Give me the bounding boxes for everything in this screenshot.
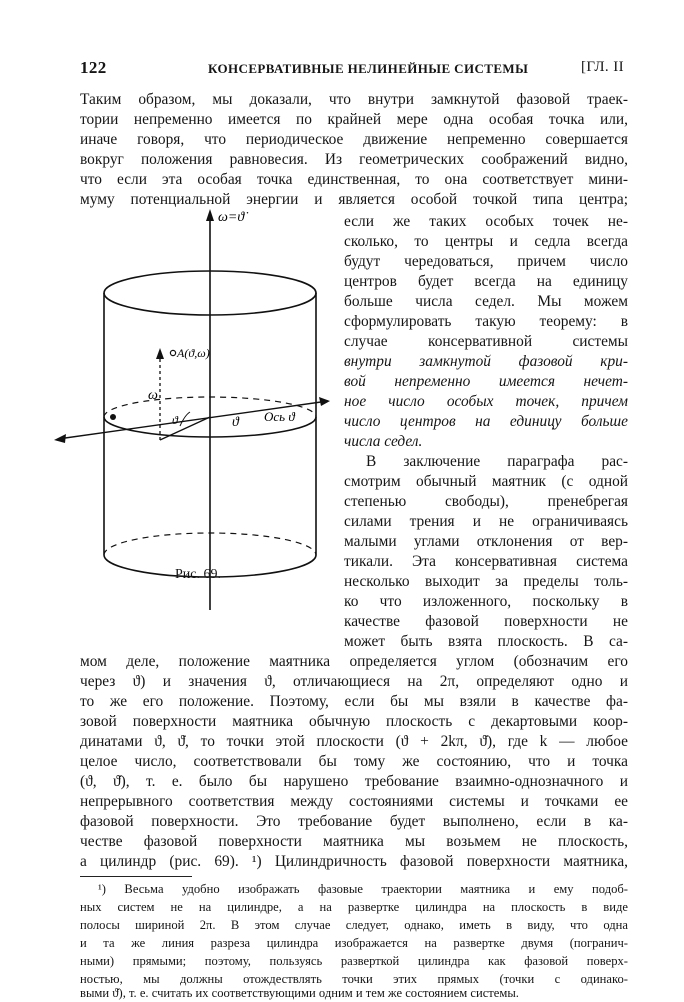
running-header	[80, 58, 628, 82]
axis-arrow-icon	[206, 209, 214, 221]
omega-label: ω	[148, 388, 158, 403]
text-line: фазовой поверхности. Это требование будет выполнено, если в ка-	[80, 813, 628, 830]
text-line: через ϑ) и значения ϑ, отличающиеся на 2π, определяют одно и	[80, 673, 628, 690]
text-line: несколько выходит за пределы толь-	[344, 573, 628, 590]
text-line: зовой поверхности маятника обычную плоскость с декартовыми коор-	[80, 713, 628, 730]
text-line: а цилиндр (рис. 69). ¹) Цилиндричность фазовой поверхности маятника,	[80, 853, 628, 870]
text-line: что если эта особая точка единственная, то она соответствует мини-	[80, 171, 628, 188]
text-line: динатами ϑ, ϑ̇, то точки этой плоскости (ϑ + 2kπ, ϑ̇), где k — любое	[80, 733, 628, 750]
text-line: если же таких особых точек не-	[344, 213, 628, 230]
footnote-line: выми ϑ̇), т. е. считать их соответствующими одним и тем же состоянием системы.	[80, 986, 519, 1000]
text-line: Таким образом, мы доказали, что внутри замкнутой фазовой траек-	[80, 91, 628, 108]
text-line: числа седел.	[344, 433, 423, 450]
text-line: тории непременно имеется по крайней мере одна особая точка или,	[80, 111, 628, 128]
chapter-marker: [ГЛ. II	[580, 59, 624, 75]
text-line: случае консервативной системы	[344, 333, 628, 350]
text-line: малыми углами отклонения от вер-	[344, 533, 628, 550]
figure-caption: Рис. 69.	[175, 567, 221, 582]
point-a-label: A(ϑ,ω)	[177, 346, 210, 360]
text-line: честве фазовой поверхности маятника мы возьмем не плоскость,	[80, 833, 628, 850]
footnote-line: ными) прямыми; поэтому, пользуясь разверткой цилиндра как фазовой поверх-	[80, 954, 628, 968]
text-line: число центров на единицу больше	[344, 413, 628, 430]
text-line: ко что изложенного, поскольку в	[344, 593, 628, 610]
right-arrow-icon	[319, 397, 330, 406]
theta-label: ϑ	[232, 415, 239, 430]
running-title: КОНСЕРВАТИВНЫЕ НЕЛИНЕЙНЫЕ СИСТЕМЫ	[208, 61, 529, 76]
text-line: смотрим обычный маятник (с одной	[344, 473, 628, 490]
text-line: степенью свободы), пренебрегая	[344, 493, 628, 510]
footnote-line: полосы шириной 2π. В этом случае следует, однако, иметь в виду, что одна	[80, 918, 628, 932]
axis-label: ω=ϑ̇	[218, 210, 245, 225]
text-line: ное число особых точек, причем	[344, 393, 628, 410]
text-line: вокруг положения равновесия. Из геометрических соображений видно,	[80, 151, 628, 168]
section-point	[110, 414, 116, 420]
axis-theta-label: Ось ϑ	[264, 409, 295, 424]
text-line: сколько, то центры и седла всегда	[344, 233, 628, 250]
text-line: тикали. Эта консервативная система	[344, 553, 628, 570]
page-number: 122	[80, 58, 107, 77]
text-line: то же его положение. Поэтому, если бы мы взяли в качестве фа-	[80, 693, 628, 710]
figure-69-cylinder	[40, 205, 340, 615]
footnote-line: ¹) Весьма удобно изображать фазовые траектории маятника и ему подоб-	[98, 882, 628, 896]
omega-arrow-icon	[156, 348, 164, 359]
angle-arc	[180, 412, 190, 426]
text-line: иначе говоря, что периодическое движение непременно совершается	[80, 131, 628, 148]
text-line: может быть взята плоскость. В са-	[344, 633, 628, 650]
left-arrow-icon	[54, 434, 66, 443]
text-line: муму потенциальной энергии и является особой точкой типа центра;	[80, 191, 628, 208]
text-line: вой непременно имеется нечет-	[344, 373, 628, 390]
text-line: целое число, соответствовали бы тому же состоянию, что и точка	[80, 753, 628, 770]
text-line: непрерывного соответствия между состояниями системы и точками ее	[80, 793, 628, 810]
footnote-line: ных систем не на цилиндре, а на развертке цилиндра на плоскость в виде	[80, 900, 628, 914]
footnote-line: и та же линия разреза цилиндра изображается на развертке двумя (погранич-	[80, 936, 628, 950]
text-line: силами трения и не ограничиваясь	[344, 513, 628, 530]
text-line: центров будет всегда на единицу	[344, 273, 628, 290]
text-line: внутри замкнутой фазовой кри-	[344, 353, 628, 370]
text-line: будут чередоваться, причем число	[344, 253, 628, 270]
footnote-line: ностью, мы должны отождествлять точки этих прямых (точки с одинако-	[80, 972, 628, 986]
text-line: сформулировать такую теорему: в	[344, 313, 628, 330]
theta-arc-label: ϑ	[172, 413, 178, 427]
text-line: мом деле, положение маятника определяется углом (обозначим его	[80, 653, 628, 670]
text-line: качестве фазовой поверхности не	[344, 613, 628, 630]
text-line: (ϑ, ϑ̇), т. е. было бы нарушено требование взаимно-однозначного и	[80, 773, 628, 790]
point-a	[170, 350, 175, 355]
text-line: больше числа седел. Мы можем	[344, 293, 628, 310]
footnote-rule	[80, 876, 192, 877]
text-line: В заключение параграфа рас-	[366, 453, 628, 470]
